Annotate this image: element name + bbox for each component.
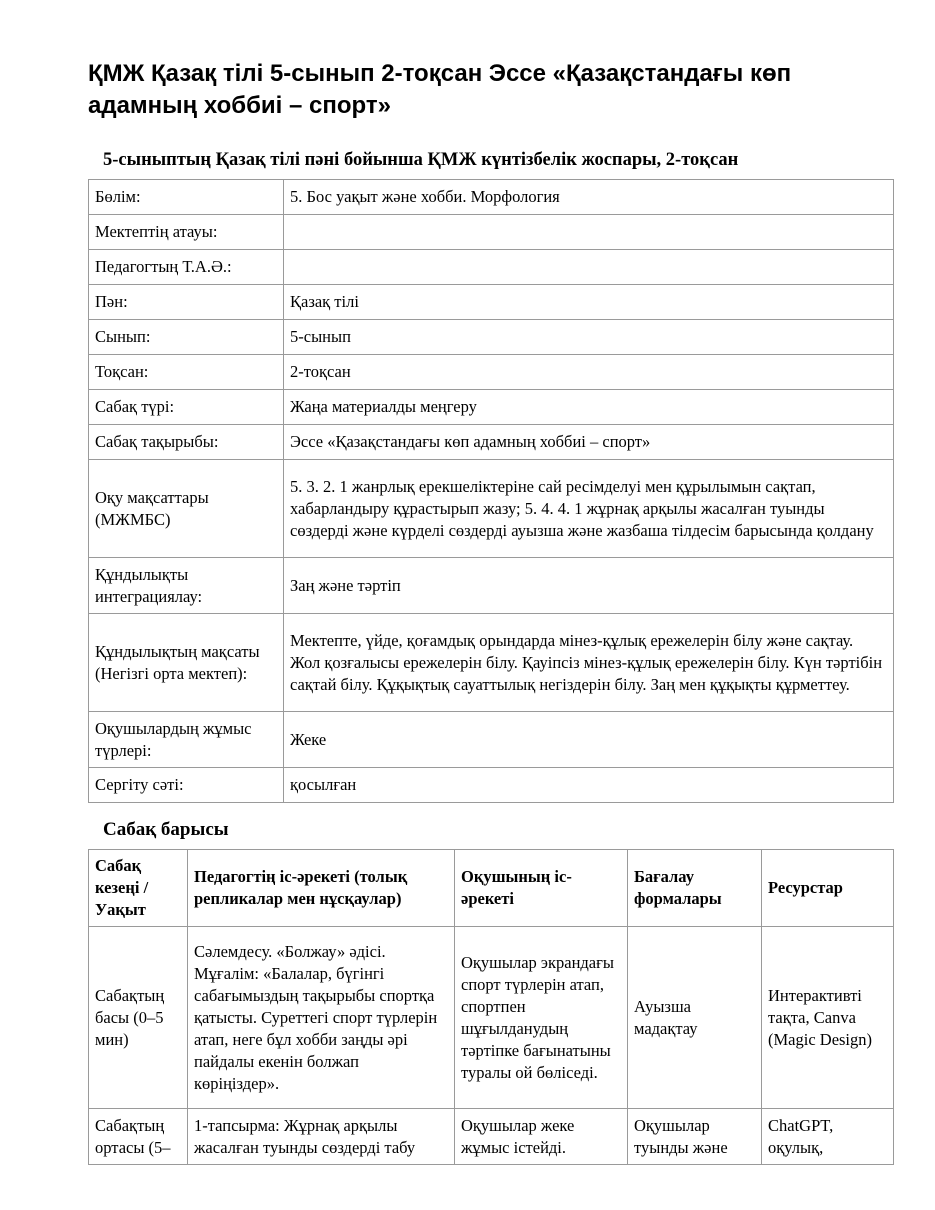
info-value: 2-тоқсан (284, 355, 894, 390)
column-header-assessment: Бағалау формалары (628, 850, 762, 927)
column-header-teacher: Педагогтің іс-әрекеті (толық репликалар мен нұсқаулар) (188, 850, 455, 927)
info-value: 5. 3. 2. 1 жанрлық ерекшеліктеріне сай ресімделуі мен құрылымын сақтап, хабарландыру құрастырып жазу; 5. 4. 4. 1 жұрнақ арқылы жасалған туынды сөздерді және күрделі сөздерді ауызша және жазбаша тілдесім барысында қолдану (284, 460, 894, 558)
student-action: Оқушылар жеке жұмыс істейді. (455, 1109, 628, 1165)
teacher-action: Сәлемдесу. «Болжау» әдісі. Мұғалім: «Балалар, бүгінгі сабағымыздың тақырыбы спортқа қатысты. Суреттегі спорт түрлерін атап, неге бұл хобби заңды әрі пайдалы екенін болжап көріңіздер». (188, 927, 455, 1109)
table-row (89, 460, 894, 558)
info-label: Құндылықты интеграциялау: (89, 558, 284, 614)
info-value: Жаңа материалды меңгеру (284, 390, 894, 425)
info-label: Оқу мақсаттары (МЖМБС) (89, 460, 284, 558)
table-row (89, 768, 894, 803)
plan-subtitle: 5-сыныптың Қазақ тілі пәні бойынша ҚМЖ күнтізбелік жоспары, 2-тоқсан (103, 150, 739, 170)
assessment-form: Оқушылар туынды және (628, 1109, 762, 1165)
info-label: Сабақ түрі: (89, 390, 284, 425)
table-row (89, 712, 894, 768)
table-row (89, 614, 894, 712)
page-title: ҚМЖ Қазақ тілі 5-сынып 2-тоқсан Эссе «Қазақстандағы көп адамның хоббиі – спорт» (88, 60, 792, 119)
info-value: Эссе «Қазақстандағы көп адамның хоббиі – спорт» (284, 425, 894, 460)
info-value: 5-сынып (284, 320, 894, 355)
table-row (89, 180, 894, 215)
info-label: Құндылықтың мақсаты (Негізгі орта мектеп): (89, 614, 284, 712)
table-row (89, 390, 894, 425)
info-label: Тоқсан: (89, 355, 284, 390)
table-row (89, 927, 894, 1109)
info-label: Сынып: (89, 320, 284, 355)
table-row (89, 285, 894, 320)
info-label: Сабақ тақырыбы: (89, 425, 284, 460)
info-label: Педагогтың Т.А.Ә.: (89, 250, 284, 285)
lesson-stage: Сабақтың басы (0–5 мин) (89, 927, 188, 1109)
table-header-row (89, 850, 894, 927)
info-value: Заң және тәртіп (284, 558, 894, 614)
info-value: Қазақ тілі (284, 285, 894, 320)
lesson-stage: Сабақтың ортасы (5– (89, 1109, 188, 1165)
info-value: Мектепте, үйде, қоғамдық орындарда мінез-құлық ережелерін білу және сақтау. Жол қозғалысы ережелерін білу. Қауіпсіз мінез-құлық ережелерін білу. Күн тәртібін сақтай білу. Құқықтық сауаттылық негіздерін білу. Заң мен құқықты құрметтеу. (284, 614, 894, 712)
column-header-student: Оқушының іс-әрекеті (455, 850, 628, 927)
assessment-form: Ауызша мадақтау (628, 927, 762, 1109)
info-label: Пән: (89, 285, 284, 320)
info-value (284, 250, 894, 285)
column-header-resources: Ресурстар (762, 850, 894, 927)
lesson-section-title: Сабақ барысы (103, 819, 229, 840)
table-row (89, 250, 894, 285)
student-action: Оқушылар экрандағы спорт түрлерін атап, спортпен шұғылданудың тәртіпке бағынатыны туралы ой бөліседі. (455, 927, 628, 1109)
table-row (89, 355, 894, 390)
table-row (89, 1109, 894, 1165)
info-value: 5. Бос уақыт және хобби. Морфология (284, 180, 894, 215)
resources: ChatGPT, оқулық, (762, 1109, 894, 1165)
lesson-flow-table (88, 849, 894, 1165)
info-value: Жеке (284, 712, 894, 768)
info-value: қосылған (284, 768, 894, 803)
lesson-info-table (88, 179, 894, 803)
table-row (89, 215, 894, 250)
resources: Интерактивті тақта, Canva (Magic Design) (762, 927, 894, 1109)
table-row (89, 425, 894, 460)
info-value (284, 215, 894, 250)
column-header-stage: Сабақ кезеңі / Уақыт (89, 850, 188, 927)
info-label: Оқушылардың жұмыс түрлері: (89, 712, 284, 768)
info-label: Сергіту сәті: (89, 768, 284, 803)
teacher-action: 1-тапсырма: Жұрнақ арқылы жасалған туынды сөздерді табу (188, 1109, 455, 1165)
info-label: Мектептің атауы: (89, 215, 284, 250)
table-row (89, 320, 894, 355)
info-label: Бөлім: (89, 180, 284, 215)
table-row (89, 558, 894, 614)
